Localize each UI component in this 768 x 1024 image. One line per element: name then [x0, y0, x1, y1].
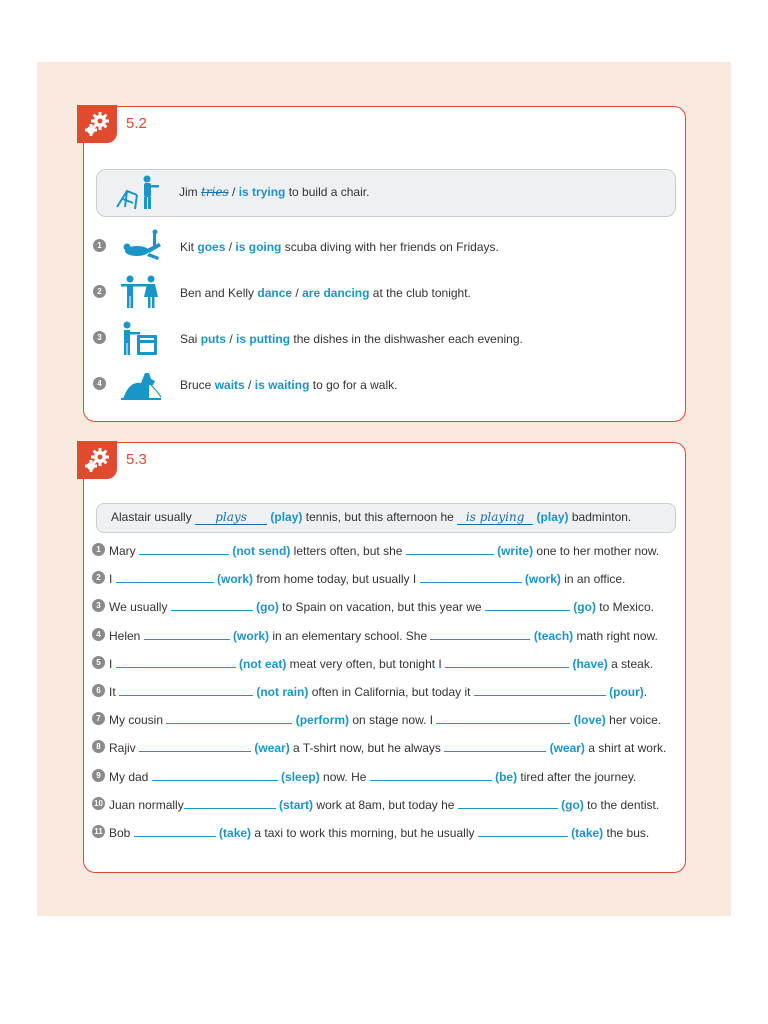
item-sentence: It (not rain) often in California, but today it (pour). [109, 685, 648, 699]
item-number-badge: 6 [92, 684, 105, 697]
item-number-badge: 10 [92, 797, 105, 810]
item-number-badge: 2 [92, 571, 105, 584]
scuba-diver-icon [119, 229, 164, 263]
item-number-badge: 1 [92, 543, 105, 556]
gap-fill-item-1 [84, 539, 684, 561]
dishwasher-icon [119, 321, 164, 355]
answer-blank-2[interactable] [445, 656, 569, 668]
answer-blank-1[interactable] [139, 740, 251, 752]
item-number-badge: 3 [93, 331, 106, 344]
answer-blank-1[interactable] [134, 825, 216, 837]
exercise-item-1 [84, 229, 684, 265]
item-sentence: My dad (sleep) now. He (be) tired after the journey. [109, 769, 637, 784]
answer-blank-1[interactable] [184, 797, 276, 809]
gap-fill-item-6 [84, 680, 684, 702]
worksheet-page [37, 62, 731, 916]
item-number-badge: 4 [92, 628, 105, 641]
answer-blank-1[interactable] [152, 769, 278, 781]
item-number-badge: 2 [93, 285, 106, 298]
example-sentence: Alastair usually plays (play) tennis, but this afternoon he is playing (play) badminton. [111, 510, 632, 524]
gap-fill-item-9 [84, 765, 684, 787]
answer-blank-2[interactable] [458, 797, 558, 809]
item-number-badge: 4 [93, 377, 106, 390]
gear-icon [77, 105, 117, 143]
exercise-5-2-card [83, 106, 686, 422]
item-number-badge: 11 [92, 825, 105, 838]
answer-blank-2[interactable] [420, 571, 522, 583]
answer-blank-1[interactable] [116, 656, 236, 668]
answer-blank-1[interactable] [166, 712, 292, 724]
item-number-badge: 7 [92, 712, 105, 725]
exercise-item-2 [84, 275, 684, 311]
answer-blank-2[interactable] [474, 684, 606, 696]
item-sentence: Rajiv (wear) a T-shirt now, but he always (wear) a shirt at work. [109, 741, 667, 756]
gear-icon [77, 441, 117, 479]
answer-blank-1[interactable] [139, 543, 229, 555]
exercise-5-3-card [83, 442, 686, 873]
item-sentence: We usually (go) to Spain on vacation, but this year we (go) to Mexico. [109, 600, 654, 615]
gap-fill-item-11 [84, 821, 684, 843]
exercise-number: 5.3 [126, 451, 147, 468]
answer-blank-2[interactable] [478, 825, 568, 837]
item-sentence: I (not eat) meat very often, but tonight I (have) a steak. [109, 656, 654, 671]
gap-fill-item-3 [84, 595, 684, 617]
gap-fill-item-10 [84, 793, 684, 815]
answer-blank-1[interactable] [144, 628, 230, 640]
chair-building-icon [113, 173, 163, 213]
gap-fill-item-7 [84, 708, 684, 730]
answer-blank-2[interactable] [444, 740, 546, 752]
item-number-badge: 8 [92, 740, 105, 753]
gap-fill-item-4 [84, 624, 684, 646]
item-sentence: Bruce waits / is waiting to go for a walk. [180, 378, 398, 392]
dancers-icon [119, 275, 164, 309]
item-sentence: My cousin (perform) on stage now. I (love) her voice. [109, 713, 662, 728]
exercise-item-3 [84, 321, 684, 357]
gap-fill-item-5 [84, 652, 684, 674]
example-answer-1: plays [195, 510, 267, 525]
item-sentence: Helen (work) in an elementary school. She (teach) math right now. [109, 628, 658, 643]
answer-blank-2[interactable] [406, 543, 494, 555]
item-number-badge: 5 [92, 656, 105, 669]
answer-blank-1[interactable] [171, 599, 253, 611]
item-sentence: Kit goes / is going scuba diving with her friends on Fridays. [180, 240, 499, 254]
answer-blank-1[interactable] [116, 571, 214, 583]
example-answer-2: is playing [457, 510, 533, 525]
item-sentence: I (work) from home today, but usually I (work) in an office. [109, 572, 626, 587]
gap-fill-item-8 [84, 736, 684, 758]
item-sentence: Sai puts / is putting the dishes in the dishwasher each evening. [180, 332, 523, 346]
item-number-badge: 3 [92, 599, 105, 612]
exercise-item-4 [84, 367, 684, 403]
answer-blank-1[interactable] [119, 684, 253, 696]
dog-icon [119, 367, 164, 401]
gap-fill-item-2 [84, 567, 684, 589]
item-sentence: Bob (take) a taxi to work this morning, but he usually (take) the bus. [109, 826, 650, 840]
answer-blank-2[interactable] [370, 769, 492, 781]
answer-blank-2[interactable] [485, 599, 570, 611]
example-sentence: Jim tries / is trying to build a chair. [179, 185, 370, 199]
item-number-badge: 9 [92, 769, 105, 782]
item-sentence: Juan normally (start) work at 8am, but today he (go) to the dentist. [109, 797, 660, 812]
item-sentence: Mary (not send) letters often, but she (write) one to her mother now. [109, 544, 660, 558]
answer-blank-2[interactable] [430, 628, 530, 640]
item-sentence: Ben and Kelly dance / are dancing at the club tonight. [180, 286, 471, 300]
example-box [96, 169, 676, 217]
item-number-badge: 1 [93, 239, 106, 252]
answer-blank-2[interactable] [436, 712, 570, 724]
exercise-number: 5.2 [126, 115, 147, 132]
example-box [96, 503, 676, 533]
